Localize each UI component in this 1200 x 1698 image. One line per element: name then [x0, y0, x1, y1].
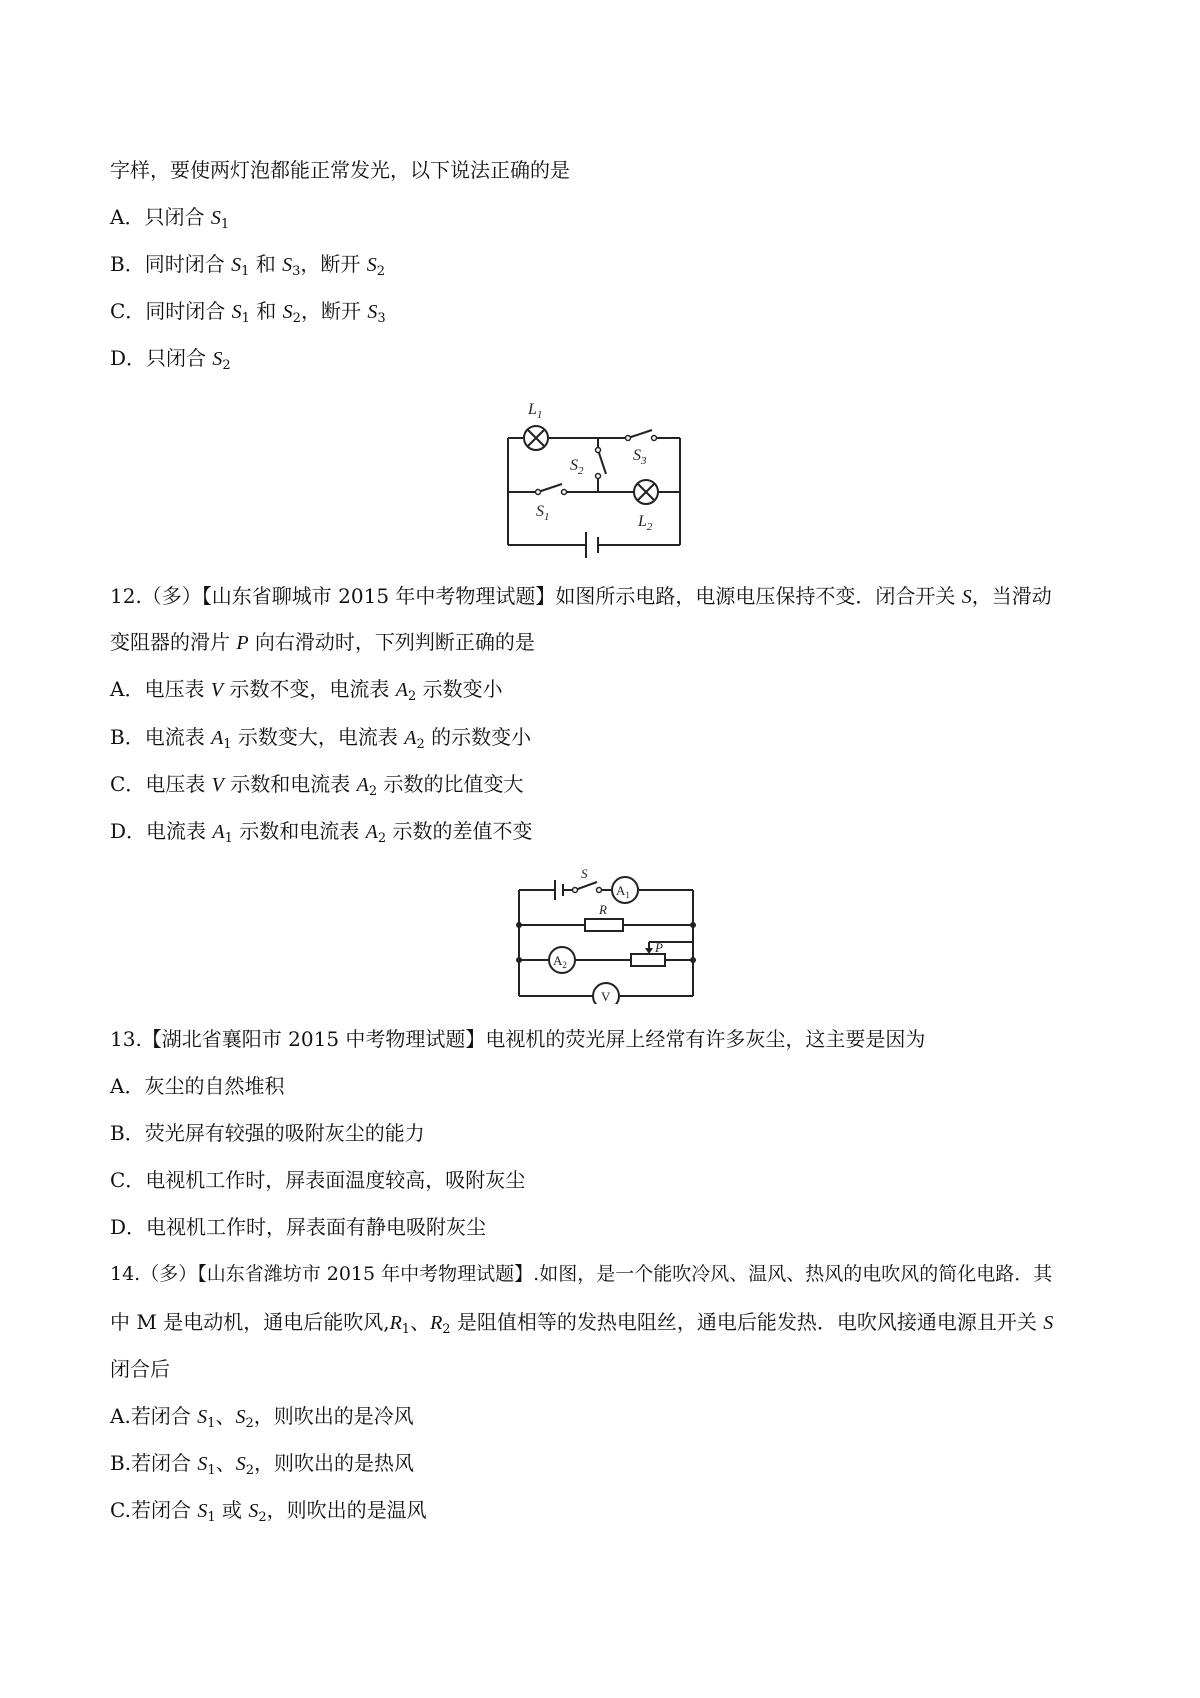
lamp-l1-icon: [524, 426, 548, 450]
label-l1: $L_1$: [528, 401, 543, 421]
q12-option-b: B．电流表 $A_1$ 示数变大，电流表 $A_2$ 的示数变小: [110, 725, 532, 752]
q11-option-b: B．同时闭合 $S_1$ 和 $S_3$，断开 $S_2$: [110, 252, 385, 279]
q11-circuit-diagram: [488, 390, 688, 562]
q12-option-d: D．电流表 $A_1$ 示数和电流表 $A_2$ 示数的差值不变: [110, 819, 533, 846]
q13-stem: 13.【湖北省襄阳市 2015 中考物理试题】电视机的荧光屏上经常有许多灰尘，这主要是因为: [110, 1027, 926, 1051]
q12-circuit-diagram: [505, 868, 715, 1004]
svg-text:V: V: [601, 989, 611, 1004]
q13-option-d: D．电视机工作时，屏表面有静电吸附灰尘: [110, 1215, 487, 1239]
q14-option-b: B.若闭合 $S_1$、$S_2$，则吹出的是热风: [110, 1451, 414, 1478]
q13-option-b: B．荧光屏有较强的吸附灰尘的能力: [110, 1121, 425, 1145]
q11-option-c: C．同时闭合 $S_1$ 和 $S_2$，断开 $S_3$: [110, 299, 386, 326]
q12-option-a: A．电压表 V 示数不变，电流表 $A_2$ 示数变小: [110, 677, 503, 704]
q12-stem-line-1: 12.（多）【山东省聊城市 2015 年中考物理试题】如图所示电路，电源电压保持不变．闭合开关 S，当滑动: [110, 584, 1052, 608]
q14-option-c: C.若闭合 $S_1$ 或 $S_2$，则吹出的是温风: [110, 1498, 427, 1525]
label-l2: $L_2$: [638, 513, 653, 533]
q12-stem-line-2: 变阻器的滑片 P 向右滑动时，下列判断正确的是: [110, 630, 535, 654]
svg-text:A1: $A_1$: [616, 883, 630, 900]
lamp-l2-icon: [634, 480, 658, 504]
q11-option-d: D．只闭合 $S_2$: [110, 346, 231, 373]
q12-option-c: C．电压表 V 示数和电流表 $A_2$ 示数的比值变大: [110, 772, 524, 799]
ammeter-a1-icon: [612, 877, 638, 903]
label-s3: $S_3$: [633, 447, 647, 467]
svg-text:A2: $A_2$: [553, 953, 567, 970]
label-r: R: [599, 902, 607, 917]
q14-stem-line-1: 14.（多）【山东省潍坊市 2015 年中考物理试题】.如图，是一个能吹冷风、温风、热风的电吹风的简化电路．其: [110, 1263, 1053, 1285]
voltmeter-icon: [593, 983, 619, 1004]
label-s1: $S_1$: [536, 503, 550, 523]
label-s2: $S_2$: [570, 457, 584, 477]
q13-option-c: C．电视机工作时，屏表面温度较高，吸附灰尘: [110, 1168, 526, 1192]
q11-stem: 字样，要使两灯泡都能正常发光，以下说法正确的是: [110, 158, 570, 182]
q14-stem-line-3: 闭合后: [110, 1357, 170, 1381]
q14-option-a: A.若闭合 $S_1$、$S_2$，则吹出的是冷风: [110, 1404, 414, 1431]
label-s: S: [581, 868, 588, 881]
q13-option-a: A．灰尘的自然堆积: [110, 1074, 285, 1098]
ammeter-a2-icon: [549, 947, 575, 973]
q11-option-a: A．只闭合 $S_1$: [110, 205, 230, 232]
q14-stem-line-2: 中 M 是电动机，通电后能吹风$,R_1$、$R_2$ 是阻值相等的发热电阻丝，通电后能发热．电吹风接通电源且开关 S: [110, 1310, 1054, 1337]
label-p: P: [655, 940, 663, 955]
